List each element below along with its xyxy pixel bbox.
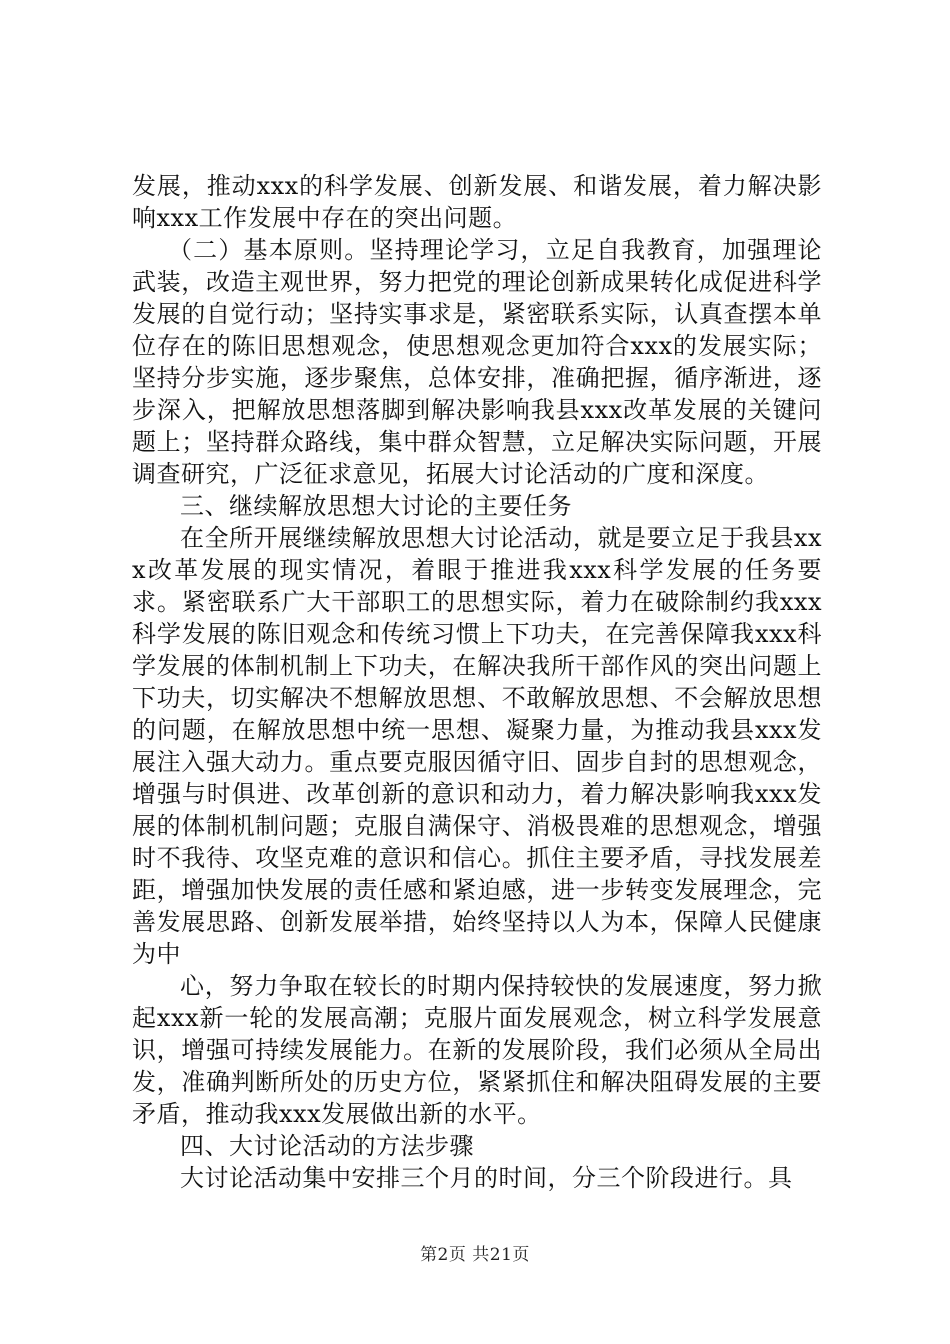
- section-heading-main-tasks: 三、继续解放思想大讨论的主要任务: [180, 492, 572, 520]
- paragraph-methods-steps: 大讨论活动集中安排三个月的时间，分三个阶段进行。具: [180, 1164, 793, 1192]
- paragraph-basic-principles: （二）基本原则。坚持理论学习，立足自我教育，加强理论武装，改造主观世界，努力把党的理论创新成果转化成促进科学发展的自觉行动；坚持实事求是，紧密联系实际，认真查摆本单位存在的陈旧思想观念，使思想观念更加符合xxx的发展实际；坚持分步实施，逐步聚焦，总体安排，准确把握，循序渐进，逐步深入，把解放思想落脚到解决影响我县xxx改革发展的关键问题上；坚持群众路线，集中群众智慧，立足解决实际问题，开展调查研究，广泛征求意见，拓展大讨论活动的广度和深度。: [132, 236, 822, 488]
- paragraph-main-tasks: 在全所开展继续解放思想大讨论活动，就是要立足于我县xxx改革发展的现实情况，着眼于推进我xxx科学发展的任务要求。紧密联系广大干部职工的思想实际，着力在破除制约我xxx科学发展的陈旧观念和传统习惯上下功夫，在完善保障我xxx科学发展的体制机制上下功夫，在解决我所干部作风的突出问题上下功夫，切实解决不想解放思想、不敢解放思想、不会解放思想的问题，在解放思想中统一思想、凝聚力量，为推动我县xxx发展注入强大动力。重点要克服因循守旧、固步自封的思想观念，增强与时俱进、改革创新的意识和动力，着力解决影响我xxx发展的体制机制问题；克服自满保守、消极畏难的思想观念，增强时不我待、攻坚克难的意识和信心。抓住主要矛盾，寻找发展差距，增强加快发展的责任感和紧迫感，进一步转变发展理念，完善发展思路、创新发展举措，始终坚持以人为本，保障人民健康为中: [132, 524, 822, 968]
- page-number-footer: 第2页 共21页: [420, 1245, 530, 1265]
- paragraph-main-tasks-continued: 心，努力争取在较长的时期内保持较快的发展速度，努力掀起xxx新一轮的发展高潮；克服片面发展观念，树立科学发展意识，增强可持续发展能力。在新的发展阶段，我们必须从全局出发，准确判断所处的历史方位，紧紧抓住和解决阻碍发展的主要矛盾，推动我xxx发展做出新的水平。: [132, 972, 822, 1128]
- paragraph-continuation: 发展，推动xxx的科学发展、创新发展、和谐发展，着力解决影响xxx工作发展中存在的突出问题。: [132, 172, 822, 232]
- document-body: [132, 170, 822, 1194]
- section-heading-methods-steps: 四、大讨论活动的方法步骤: [180, 1132, 474, 1160]
